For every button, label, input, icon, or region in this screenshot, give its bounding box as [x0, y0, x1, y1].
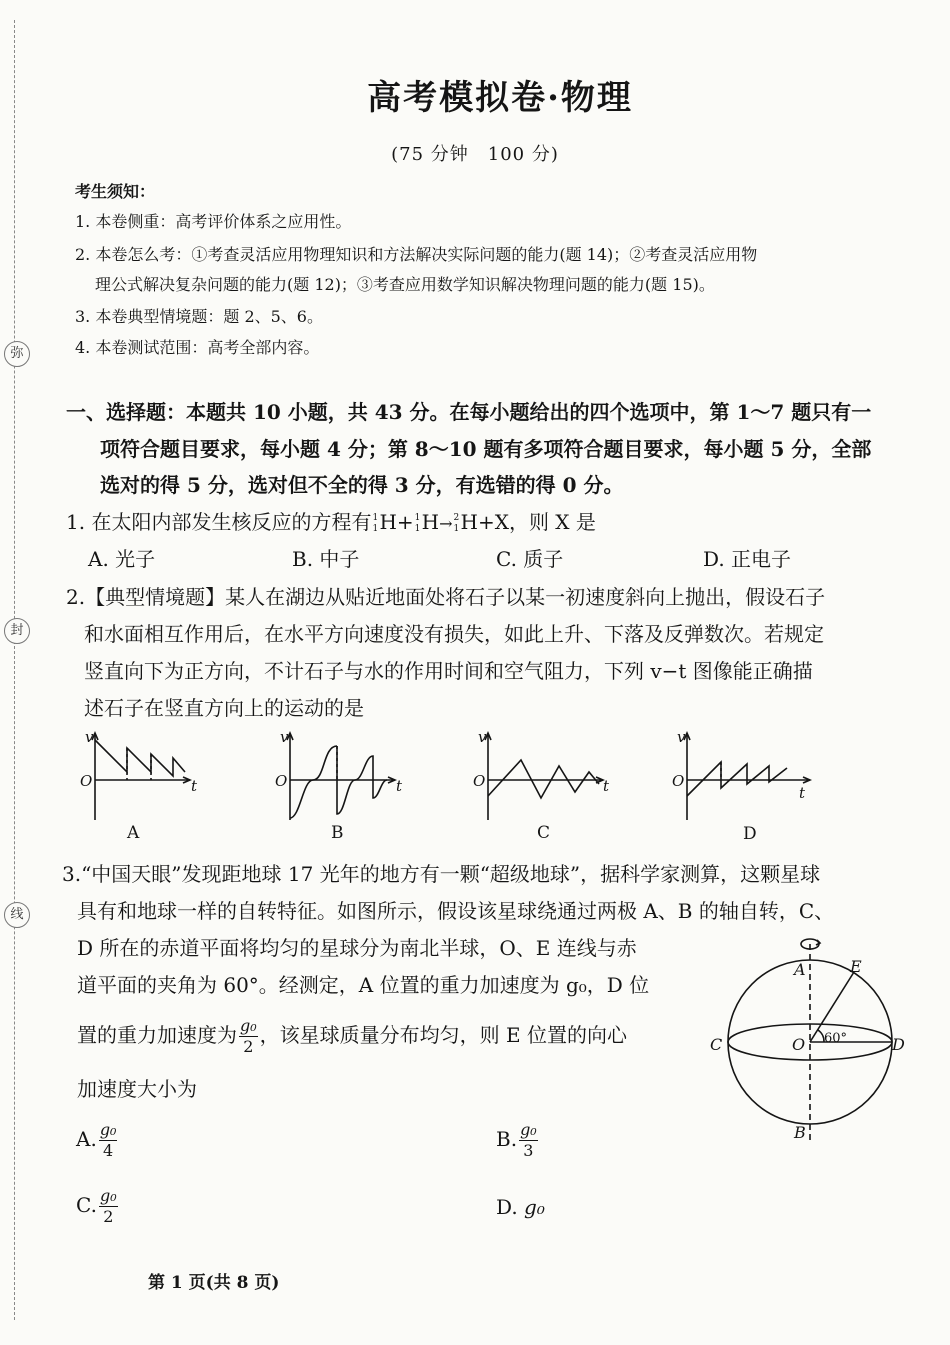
nuclide-h2: 2 1 [453, 512, 460, 534]
q3-option-a: A. $\frac{\text{g₀}}{4}$ [76, 1120, 117, 1160]
graph-b-v-label: v [280, 728, 289, 746]
graph-c-v-label: v [478, 728, 487, 746]
section-heading-line-3: 选对的得 5 分，选对但不全的得 3 分，有选错的得 0 分。 [100, 473, 624, 497]
graph-a-v-label: v [85, 728, 94, 746]
notice-item-2: 2. 本卷怎么考：①考查灵活应用物理知识和方法解决实际问题的能力(题 14)；②考查灵活应用物 [75, 245, 758, 264]
q3-option-b: B. $\frac{\text{g₀}}{3}$ [496, 1120, 537, 1160]
notice-item-2-cont: 理公式解决复杂问题的能力(题 12)；③考查应用数学知识解决物理问题的能力(题 15)。 [95, 275, 715, 294]
graph-b-label: B [331, 823, 344, 843]
graph-a-t-label: t [191, 777, 198, 795]
graph-d-v-label: v [677, 728, 686, 746]
section-heading-line-1: 一、选择题：本题共 10 小题，共 43 分。在每小题给出的四个选项中，第 1～7 题只有一 [66, 400, 872, 424]
q3-option-d: D. g₀ [496, 1195, 545, 1219]
page-footer: 第 1 页(共 8 页) [148, 1273, 280, 1293]
page-title: 高考模拟卷·物理 [367, 78, 633, 118]
graph-d [684, 733, 810, 820]
exam-duration-score: (75 分钟 100 分) [391, 144, 559, 165]
notice-heading: 考生须知： [75, 182, 156, 201]
question-1-stem: 1. 在太阳内部发生核反应的方程有 1 1 H+ 1 1 H→ 2 1 H+X，则 X 是 [66, 510, 596, 534]
question-3-line-1: 3.“中国天眼”发现距地球 17 光年的地方有一颗“超级地球”，据科学家测算，这颗星球 [62, 862, 821, 886]
notice-item-4: 4. 本卷测试范围：高考全部内容。 [75, 338, 320, 357]
q1-option-d: D. 正电子 [703, 547, 792, 571]
graph-a [92, 733, 190, 820]
question-2-line-2: 和水面相互作用后，在水平方向速度没有损失，如此上升、下落及反弹数次。若规定 [84, 622, 824, 646]
angle-label: 60° [824, 1031, 848, 1046]
question-2-line-4: 述石子在竖直方向上的运动的是 [84, 696, 364, 720]
question-3-line-2: 具有和地球一样的自转特征。如图所示，假设该星球绕通过两极 A、B 的轴自转，C、 [77, 899, 835, 923]
notice-item-1: 1. 本卷侧重：高考评价体系之应用性。 [75, 212, 352, 231]
graph-a-label: A [127, 823, 140, 843]
graph-b-origin: O [275, 772, 288, 790]
point-a-label: A [794, 960, 806, 979]
question-3-line-3: D 所在的赤道平面将均匀的星球分为南北半球，O、E 连线与赤 [77, 936, 637, 960]
q1-prefix: 1. 在太阳内部发生核反应的方程有 [66, 510, 372, 534]
binding-dashed-line [14, 20, 15, 1320]
section-heading-line-2: 项符合题目要求，每小题 4 分；第 8～10 题有多项符合题目要求，每小题 5 分，全部 [100, 437, 872, 461]
question-2-line-1: 2.【典型情境题】某人在湖边从贴近地面处将石子以某一初速度斜向上抛出，假设石子 [66, 585, 826, 609]
graph-d-t-label: t [799, 784, 806, 802]
question-3-line-4: 道平面的夹角为 60°。经测定，A 位置的重力加速度为 g₀，D 位 [77, 973, 650, 997]
q1-option-a: A. 光子 [88, 547, 156, 571]
question-3-line-6: 加速度大小为 [77, 1077, 197, 1101]
graph-a-origin: O [80, 772, 93, 790]
graph-c-origin: O [473, 772, 486, 790]
nuclide-h1-b: 1 1 [414, 512, 421, 534]
graph-d-label: D [743, 824, 757, 844]
graph-c [485, 733, 603, 820]
margin-mark-feng: 封 [4, 618, 30, 644]
point-b-label: B [794, 1123, 806, 1142]
q1-option-b: B. 中子 [292, 547, 360, 571]
fraction-g0-over-2: $\frac{\text{g₀}}{2}$ [240, 1016, 257, 1056]
graph-d-origin: O [672, 772, 685, 790]
point-o-label: O [792, 1035, 806, 1054]
margin-mark-xian: 线 [4, 902, 30, 928]
point-d-label: D [892, 1035, 905, 1054]
margin-mark-mi: 弥 [4, 341, 30, 367]
graph-b-t-label: t [396, 777, 403, 795]
q1-suffix: H+X，则 X 是 [460, 510, 596, 534]
q3-line-5-start: 置的重力加速度为 [77, 1023, 237, 1047]
q3-option-c: C. $\frac{\text{g₀}}{2}$ [76, 1186, 117, 1226]
point-c-label: C [710, 1035, 723, 1054]
graph-c-label: C [537, 823, 551, 843]
question-3-line-5 [77, 1018, 627, 1055]
nuclide-h1-a: 1 1 [372, 512, 379, 534]
notice-item-3: 3. 本卷典型情境题：题 2、5、6。 [75, 307, 323, 326]
graph-b [287, 733, 395, 820]
graph-c-t-label: t [603, 777, 610, 795]
q1-option-c: C. 质子 [496, 547, 564, 571]
question-2-line-3: 竖直向下为正方向，不计石子与水的作用时间和空气阻力，下列 v−t 图像能正确描 [84, 659, 813, 683]
sphere-figure [706, 930, 916, 1145]
point-e-label: E [850, 957, 862, 976]
q3-line-5-end: ，该星球质量分布均匀，则 E 位置的向心 [259, 1023, 627, 1047]
vt-graphs [75, 728, 835, 848]
